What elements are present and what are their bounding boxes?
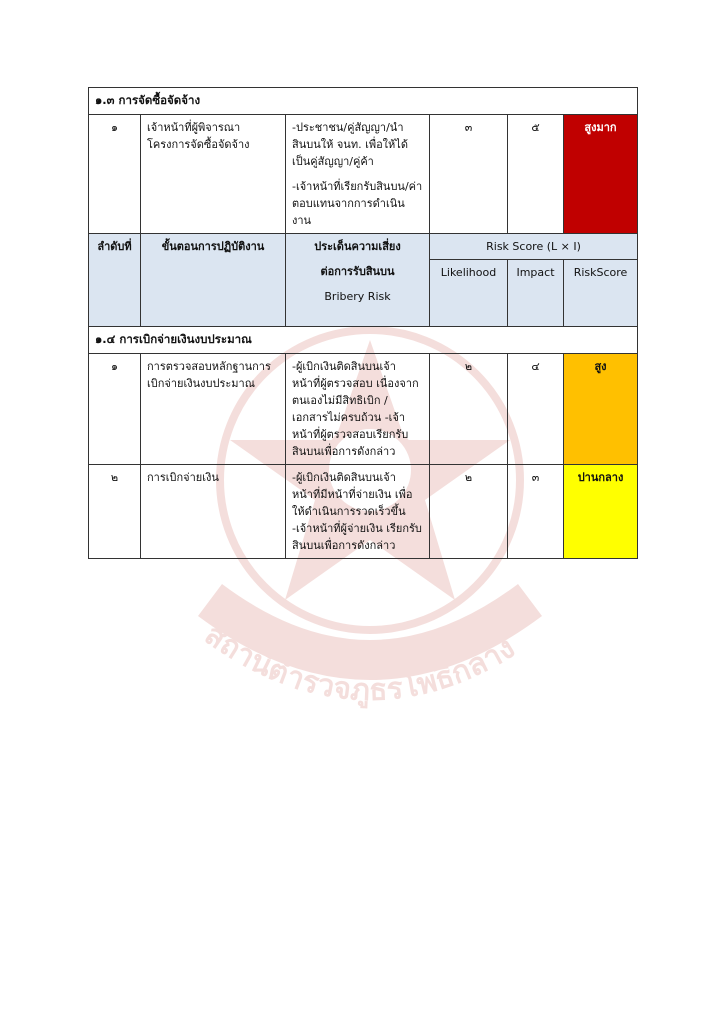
header-impact: Impact xyxy=(508,260,564,327)
row-number: ๑ xyxy=(89,353,141,464)
header-risk-score-group: Risk Score (L × I) xyxy=(430,234,638,260)
impact-value: ๔ xyxy=(508,353,564,464)
row-number: ๒ xyxy=(89,465,141,559)
table-header-row xyxy=(89,234,638,260)
bribery-risk xyxy=(286,114,430,233)
risk-score-badge: ปานกลาง xyxy=(564,465,638,559)
process-step: การตรวจสอบหลักฐานการเบิกจ่ายเงินงบประมาณ xyxy=(141,353,286,464)
process-step: เจ้าหน้าที่ผู้พิจารณาโครงการจัดซื้อจัดจ้าง xyxy=(141,114,286,233)
header-bribery-risk xyxy=(286,234,430,327)
risk-score-badge: สูงมาก xyxy=(564,114,638,233)
likelihood-value: ๒ xyxy=(430,353,508,464)
header-number: ลำดับที่ xyxy=(89,234,141,327)
header-risk-line: Bribery Risk xyxy=(324,290,391,304)
process-step: การเบิกจ่ายเงิน xyxy=(141,465,286,559)
section-row-procurement xyxy=(89,88,638,115)
risk-assessment-table xyxy=(88,87,638,559)
likelihood-value: ๓ xyxy=(430,114,508,233)
bribery-risk-item: -เจ้าหน้าที่เรียกรับสินบน/ค่าตอบแทนจากการดำเนินงาน xyxy=(292,179,423,228)
bribery-risk: -ผู้เบิกเงินติดสินบนเจ้าหน้าที่ผู้ตรวจสอบ เนื่องจากตนเองไม่มีสิทธิเบิก / เอกสารไม่ครบถ้วน -เจ้าหน้าที่ผู้ตรวจสอบเรียกรับสินบนเพื่อการดังกล่าว xyxy=(286,353,430,464)
watermark-text: สถานีตำรวจภูธรโพธิ์กลาง xyxy=(198,617,522,709)
header-process-step: ขั้นตอนการปฏิบัติงาน xyxy=(141,234,286,327)
section-row-budget xyxy=(89,327,638,354)
impact-value: ๓ xyxy=(508,465,564,559)
header-riskscore: RiskScore xyxy=(564,260,638,327)
section-title: ๑.๔ การเบิกจ่ายเงินงบประมาณ xyxy=(89,327,638,354)
section-title: ๑.๓ การจัดซื้อจัดจ้าง xyxy=(89,88,638,115)
header-likelihood: Likelihood xyxy=(430,260,508,327)
bribery-risk: -ผู้เบิกเงินติดสินบนเจ้าหน้าที่มีหน้าที่จ่ายเงิน เพื่อให้ดำเนินการรวดเร็วขึ้น -เจ้าหน้าที่ผู้จ่ายเงิน เรียกรับสินบนเพื่อการดังกล่าว xyxy=(286,465,430,559)
likelihood-value: ๒ xyxy=(430,465,508,559)
table-row xyxy=(89,114,638,233)
header-risk-line: ต่อการรับสินบน xyxy=(320,265,395,279)
table-row xyxy=(89,353,638,464)
row-number: ๑ xyxy=(89,114,141,233)
table-row xyxy=(89,465,638,559)
header-risk-line: ประเด็นความเสี่ยง xyxy=(314,240,401,254)
risk-score-badge: สูง xyxy=(564,353,638,464)
bribery-risk-item: -ประชาชน/คู่สัญญา/นำสินบนให้ จนท. เพื่อให้ได้เป็นคู่สัญญา/คู่ค้า xyxy=(292,120,408,168)
impact-value: ๕ xyxy=(508,114,564,233)
